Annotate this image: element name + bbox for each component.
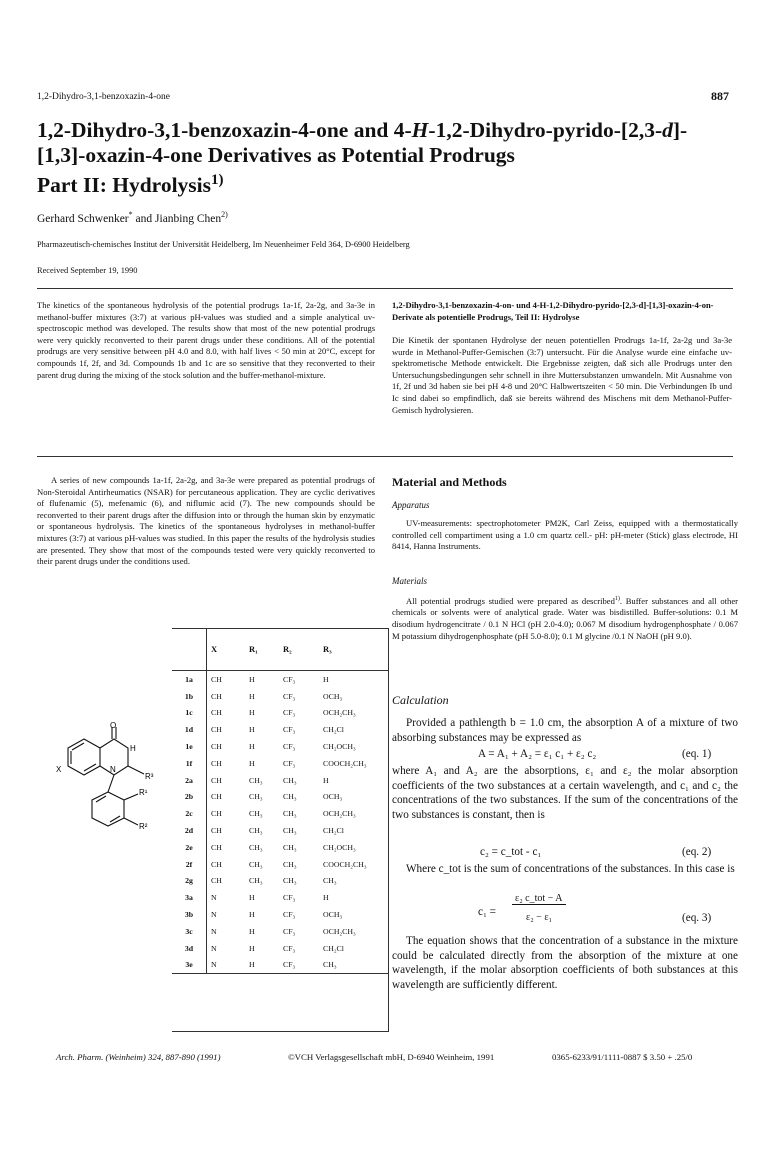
table-row (172, 688, 389, 705)
compound-id-cell: 2e (172, 839, 207, 856)
table-row (172, 906, 389, 923)
table-cell: OCH₃ (323, 792, 343, 802)
subheading-calculation: Calculation (392, 693, 449, 707)
table-cell: CF₃ (283, 943, 296, 953)
compound-id-cell: 1a (172, 671, 207, 688)
table-cell: H (249, 674, 255, 684)
table-cell: CH (211, 842, 222, 852)
table-header-cell: R₂ (279, 628, 319, 671)
author-footnote-mark: 2) (221, 210, 228, 219)
table-row (172, 755, 389, 772)
table-cell: CF₃ (283, 926, 296, 936)
equation-2-number: (eq. 2) (682, 846, 712, 858)
table-cell: CH₃ (249, 826, 263, 836)
compound-id-cell: 2d (172, 822, 207, 839)
table-cell: CH₃ (283, 775, 297, 785)
table-cell: CH₃ (283, 859, 297, 869)
subheading-materials: Materials (392, 576, 427, 586)
calc-paragraph-4: The equation shows that the concentration of a substance in the mixture could be calculated directly from the absorption of the mixture at one wavelength, if the molar absorption coefficients of both substances at this wavelength are sufficiently different. (392, 935, 738, 991)
table-cell: CH₃ (283, 842, 297, 852)
r3-label: R³ (145, 772, 154, 781)
table-cell: CF₃ (283, 893, 296, 903)
table-cell: OCH₃ (323, 691, 343, 701)
chemical-structure (48, 722, 172, 844)
table-cell: H (249, 725, 255, 735)
table-cell: H (323, 775, 329, 785)
paragraph-apparatus: UV-measurements: spectrophotometer PM2K, Carl Zeiss, equipped with a thermostatically controlled cell compartiment using a 1.0 cm quartz cell.- pH: pH-meter (Stick) glass electrode, HI 8414, Hanna Instruments. (392, 518, 738, 552)
compound-id-cell: 2f (172, 856, 207, 873)
table-cell: CH (211, 876, 222, 886)
divider-top (37, 288, 733, 289)
abstract-english: The kinetics of the spontaneous hydrolysis of the potential prodrugs 1a-1f, 2a-2g, and 3a-3e in methanol-buffer mixtures (3:7) at various pH-values was studied and a simple analytical uv-spectroscopic method was developed. The results show that most of the new potential prodrugs were very quickly reconverted to their parent drugs under these conditions. All of the potential prodrugs are very sensitive between pH 4.0 and 8.0, with half lives < 50 min at 20°C, except for compounds 1f, 2f, and 3d. Compounds 1b and 1c are so sensitive that they reconverted to their parent drug during the mixing of the stock solution and the buffer-methanol-mixture. (37, 300, 375, 380)
table-row (172, 705, 389, 722)
title-part: 1,2-Dihydro-3,1-benzoxazin-4-one and 4- (37, 118, 412, 142)
table-cell: N (211, 910, 217, 920)
compound-id-cell: 2g (172, 873, 207, 890)
table-cell: CF₃ (279, 957, 319, 974)
abstract-german: Die Kinetik der spontanen Hydrolyse der neuen potentiellen Prodrugs 1a-1f, 2a-2g und 3a-3e wurde in Methanol-Puffer-Gemischen (3:7) untersucht. Für die Analyse wurde eine einfache uv-spektrometische Methode entwickelt. Die Ergebnisse zeigten, daß sich alle Prodrugs unter den Untersuchungsbedingungen sehr schnell in ihre Muttersubstanzen umwandeln. Mit Ausnahme von 1f, 2f und 3d haben sie bei pH 4-8 und 20°C Halbwertszeiten < 50 min. Die Verbindungen Ib und Ic sind dabei so empfindlich, daß sie bereits während des Mischens mit dem Methanol-Puffer-Gemisch hydrolysieren. (392, 335, 732, 415)
corresponding-mark: * (128, 210, 133, 219)
compound-id-cell: 2a (172, 772, 207, 789)
table-cell: CF₃ (283, 725, 296, 735)
table-header-cell: R₁ (245, 628, 279, 671)
equation-2: c₂ = c_tot - c₁ (480, 846, 542, 858)
paper-title (37, 118, 737, 198)
table-cell: OCH₂CH₃ (323, 926, 356, 936)
table-row (172, 805, 389, 822)
table-cell: CH (211, 674, 222, 684)
table-row (172, 873, 389, 890)
table-cell: CH₂Cl (323, 943, 344, 953)
table-cell: CH₃ (283, 826, 297, 836)
compound-id-cell: 3a (172, 889, 207, 906)
received-date: Received September 19, 1990 (37, 266, 138, 275)
title-line-3: Part II: Hydrolysis (37, 173, 211, 198)
table-cell: OCH₃ (323, 910, 343, 920)
table-row (172, 671, 389, 688)
subheading-apparatus: Apparatus (392, 500, 430, 510)
equation-3-numerator: ε₂ c_tot − A (512, 893, 566, 905)
introduction: A series of new compounds 1a-1f, 2a-2g, and 3a-3e were prepared as potential prodrugs of Non-Steroidal Antirheumatics (NSAR) for percutaneous application. They are cyclic derivatives of flufenamic (5), mefenamic (6), and niflumic acid (7). The new compounds should be reconverted to their parent drugs after the diffusion into or through the human skin by enzymatic or spontaneous hydrolysis. The kinetics of the spontaneous hydrolyses in methanol-buffer mixtures (3:7) at various pH-values was studied. In this paper the results of the hydrolysis studies are presented. They show that most of the compounds tested were very quickly reconverted to their parent drugs under the conditions used. (37, 475, 375, 567)
table-cell: H (249, 708, 255, 718)
phenyl-ring (92, 792, 124, 826)
table-cell: CH (211, 725, 222, 735)
table-cell: CH (211, 859, 222, 869)
table-cell: H (249, 691, 255, 701)
compound-id-cell: 3d (172, 940, 207, 957)
footer-code: 0365-6233/91/1111-0887 $ 3.50 + .25/0 (552, 1052, 693, 1062)
table-cell: CH₂Cl (323, 826, 344, 836)
table-cell: CH₃ (283, 792, 297, 802)
table-cell: H (323, 893, 329, 903)
calc-paragraph-3: Where c_tot is the sum of concentrations of the substances. In this case is (406, 863, 735, 875)
table-cell: CF₃ (283, 910, 296, 920)
equation-1-number: (eq. 1) (682, 748, 712, 760)
compound-id-cell: 1e (172, 738, 207, 755)
nitrogen-label: N (110, 765, 116, 774)
table-cell: CF₃ (283, 691, 296, 701)
table-row (172, 856, 389, 873)
oxygen-label: O (110, 722, 117, 730)
table-cell: CH₃ (249, 809, 263, 819)
divider-abstract (37, 456, 733, 457)
footer-publisher: ©VCH Verlagsgesellschaft mbH, D-6940 Weinheim, 1991 (288, 1052, 495, 1062)
table-cell: CH₂OCH₃ (323, 742, 356, 752)
table-cell: H (245, 957, 279, 974)
table-row (172, 940, 389, 957)
table-header-row (172, 628, 389, 671)
table-cell: CH (211, 691, 222, 701)
footer-journal: Arch. Pharm. (Weinheim) 324, 887-890 (1991) (56, 1052, 221, 1062)
table-cell: CF₃ (283, 758, 296, 768)
table-cell: CH (211, 775, 222, 785)
compound-id-cell: 2c (172, 805, 207, 822)
table-cell: CH₃ (283, 876, 297, 886)
r2-label: R² (139, 822, 148, 831)
table-cell: OCH₂CH₃ (323, 708, 356, 718)
table-header-cell: R₃ (319, 628, 389, 671)
table-cell: CH₃ (323, 876, 337, 886)
table-row (172, 923, 389, 940)
running-head: 1,2-Dihydro-3,1-benzoxazin-4-one (37, 92, 170, 102)
table-cell: COOCH₂CH₃ (323, 859, 367, 869)
table-cell: CH₃ (249, 859, 263, 869)
paragraph-materials (392, 594, 738, 642)
table-row (172, 738, 389, 755)
table-row (172, 721, 389, 738)
table-cell: H (249, 910, 255, 920)
pyridine-ring (68, 739, 100, 775)
equation-1: A = A₁ + A₂ = ε₁ c₁ + ε₂ c₂ (478, 748, 597, 760)
table-cell: CH₃ (249, 876, 263, 886)
section-heading-methods: Material and Methods (392, 475, 507, 489)
table-cell: CH₃ (249, 775, 263, 785)
table-header-cell: X (207, 628, 246, 671)
r1-label: R¹ (139, 788, 148, 797)
table-row (172, 789, 389, 806)
compound-id-cell: 2b (172, 789, 207, 806)
x-label: X (56, 765, 62, 774)
hydrogen-label: H (130, 744, 136, 753)
compound-table (172, 628, 389, 974)
table-cell: H (249, 758, 255, 768)
table-row (172, 839, 389, 856)
equation-3-lhs: c₁ = (478, 906, 496, 918)
table-cell: CF₃ (283, 708, 296, 718)
table-cell: N (207, 957, 246, 974)
table-cell: N (211, 943, 217, 953)
page-number: 887 (711, 89, 729, 103)
title-part: -1,2-Dihydro-pyrido-[2,3- (428, 118, 663, 142)
table-cell: N (211, 926, 217, 936)
compound-id-cell: 3e (172, 957, 207, 974)
compound-id-cell: 3b (172, 906, 207, 923)
table-row (172, 772, 389, 789)
table-cell: H (249, 926, 255, 936)
table-cell: CH (211, 758, 222, 768)
equation-3-denominator: ε₂ − ε₁ (526, 912, 553, 923)
title-part: ]- (672, 118, 688, 142)
compound-id-cell: 1c (172, 705, 207, 722)
table-cell: CH₂Cl (323, 725, 344, 735)
title-line-2: [1,3]-oxazin-4-one Derivatives as Potential Prodrugs (37, 143, 515, 167)
calc-paragraph-1: Provided a pathlength b = 1.0 cm, the absorption A of a mixture of two absorbing substances may be expressed as (392, 717, 738, 744)
equation-3-number: (eq. 3) (682, 912, 712, 924)
table-row (172, 957, 389, 974)
compound-id-cell: 1b (172, 688, 207, 705)
title-footnote-mark: 1) (211, 172, 224, 188)
table-cell: OCH₂CH₃ (323, 809, 356, 819)
table-cell: CH (211, 708, 222, 718)
table-cell: H (249, 742, 255, 752)
calc-paragraph-2: where A₁ and A₂ are the absorptions, ε₁ and ε₂ the molar absorption coefficients of the two substances at a certain wavelength, and c₁ and c₂ the concentrations of the two substances. If the sum of the concentrations of the two substances is constant, then is (392, 765, 738, 821)
table-cell: CH₂OCH₃ (323, 842, 356, 852)
table-cell: H (249, 943, 255, 953)
table-cell: N (211, 893, 217, 903)
table-cell: CH₃ (283, 809, 297, 819)
table-cell: H (323, 674, 329, 684)
compound-id-cell: 1d (172, 721, 207, 738)
table-cell: CH (211, 809, 222, 819)
materials-text-a: All potential prodrugs studied were prepared as described (406, 595, 615, 606)
abstract-german-title: 1,2-Dihydro-3,1-benzoxazin-4-on- und 4-H-1,2-Dihydro-pyrido-[2,3-d]-[1,3]-oxazin-4-on-Derivate als potentielle Prodrugs, Teil II: Hydrolyse (392, 300, 714, 322)
table-cell: COOCH₂CH₃ (323, 758, 367, 768)
title-italic-d: d (662, 118, 673, 142)
author-2: and Jianbing Chen (132, 212, 222, 225)
compound-id-cell: 3c (172, 923, 207, 940)
table-cell: CH₃ (249, 792, 263, 802)
table-cell: CH (211, 826, 222, 836)
table-row (172, 889, 389, 906)
authors (37, 210, 228, 225)
table-cell: CH (211, 742, 222, 752)
table-cell: CF₃ (283, 674, 296, 684)
materials-text-b: . Buffer substances and all other chemicals or solvents were of analytical grade. Water was bisdistilled. Buffer-solutions: 0.1 M disodium hydrogencitrate / 0.1 N HCl (pH 2.0-4.0); 0.067 M disodium hydrogenphosphate / 0.067 M potassium dihydrogenphosphate (pH 5.0-8.0); 0.1 M glycine /0.1 N NaOH (pH 9.0). (392, 595, 739, 641)
table-row (172, 822, 389, 839)
affiliation: Pharmazeutisch-chemisches Institut der Universität Heidelberg, Im Neuenheimer Feld 364, D-6900 Heidelberg (37, 240, 410, 249)
table-cell: H (249, 893, 255, 903)
table-header-cell (172, 628, 207, 671)
table-cell: CH₃ (249, 842, 263, 852)
materials-ref: 1) (614, 596, 620, 602)
title-italic-h: H (411, 118, 429, 142)
table-cell: CH (211, 792, 222, 802)
author-1: Gerhard Schwenker (37, 212, 129, 225)
table-cell: CH₃ (319, 957, 389, 974)
table-cell: CF₃ (283, 742, 296, 752)
compound-id-cell: 1f (172, 755, 207, 772)
